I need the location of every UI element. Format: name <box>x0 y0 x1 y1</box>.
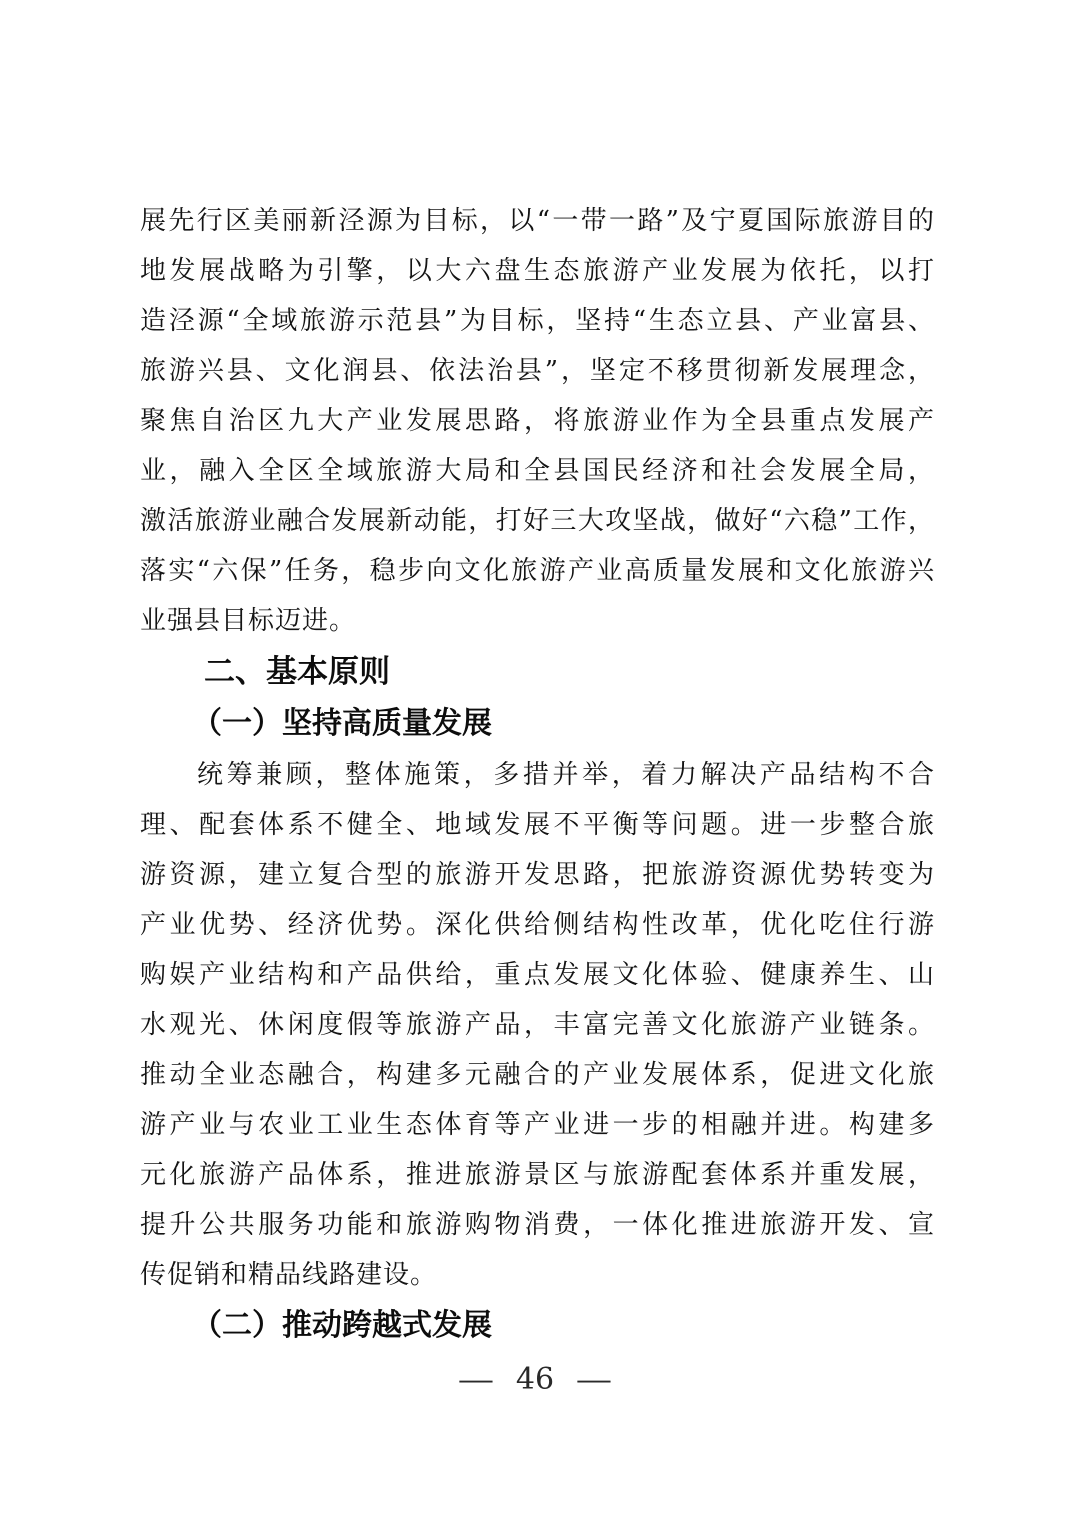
footer-dash-right: — <box>575 1363 613 1396</box>
body-text-line: 游资源，建立复合型的旅游开发思路，把旅游资源优势转变为 <box>140 860 935 890</box>
page-number: 46 <box>515 1362 555 1397</box>
body-text-line: 业，融入全区全域旅游大局和全县国民经济和社会发展全局， <box>140 456 935 486</box>
subsection-heading: （一）坚持高质量发展 <box>192 706 492 741</box>
body-text-line: 激活旅游业融合发展新动能，打好三大攻坚战，做好“六稳”工作， <box>140 506 935 536</box>
body-text-line: 落实“六保”任务，稳步向文化旅游产业高质量发展和文化旅游兴 <box>140 556 935 586</box>
page-footer <box>0 1362 1070 1397</box>
footer-dash-left: — <box>457 1363 495 1396</box>
subsection-heading: （二）推动跨越式发展 <box>192 1308 492 1343</box>
section-heading: 二、基本原则 <box>204 654 390 689</box>
body-text-line: 地发展战略为引擎，以大六盘生态旅游产业发展为依托，以打 <box>140 256 935 286</box>
body-text-line: 业强县目标迈进。 <box>140 606 357 636</box>
body-text-line: 造泾源“全域旅游示范县”为目标，坚持“生态立县、产业富县、 <box>140 306 935 336</box>
body-text-line: 产业优势、经济优势。深化供给侧结构性改革，优化吃住行游 <box>140 910 935 940</box>
body-text-line: 聚焦自治区九大产业发展思路，将旅游业作为全县重点发展产 <box>140 406 935 436</box>
body-text-line: 理、配套体系不健全、地域发展不平衡等问题。进一步整合旅 <box>140 810 935 840</box>
body-text-line: 统筹兼顾，整体施策，多措并举，着力解决产品结构不合 <box>197 760 935 790</box>
body-text-line: 推动全业态融合，构建多元融合的产业发展体系，促进文化旅 <box>140 1060 935 1090</box>
body-text-line: 水观光、休闲度假等旅游产品，丰富完善文化旅游产业链条。 <box>140 1010 935 1040</box>
body-text-line: 游产业与农业工业生态体育等产业进一步的相融并进。构建多 <box>140 1110 935 1140</box>
document-body <box>140 196 935 1352</box>
body-text-line: 展先行区美丽新泾源为目标，以“一带一路”及宁夏国际旅游目的 <box>140 206 935 236</box>
body-text-line: 提升公共服务功能和旅游购物消费，一体化推进旅游开发、宣 <box>140 1210 935 1240</box>
body-text-line: 元化旅游产品体系，推进旅游景区与旅游配套体系并重发展， <box>140 1160 935 1190</box>
body-text-line: 旅游兴县、文化润县、依法治县”，坚定不移贯彻新发展理念， <box>140 356 935 386</box>
body-text-line: 传促销和精品线路建设。 <box>140 1260 438 1290</box>
body-text-line: 购娱产业结构和产品供给，重点发展文化体验、健康养生、山 <box>140 960 935 990</box>
